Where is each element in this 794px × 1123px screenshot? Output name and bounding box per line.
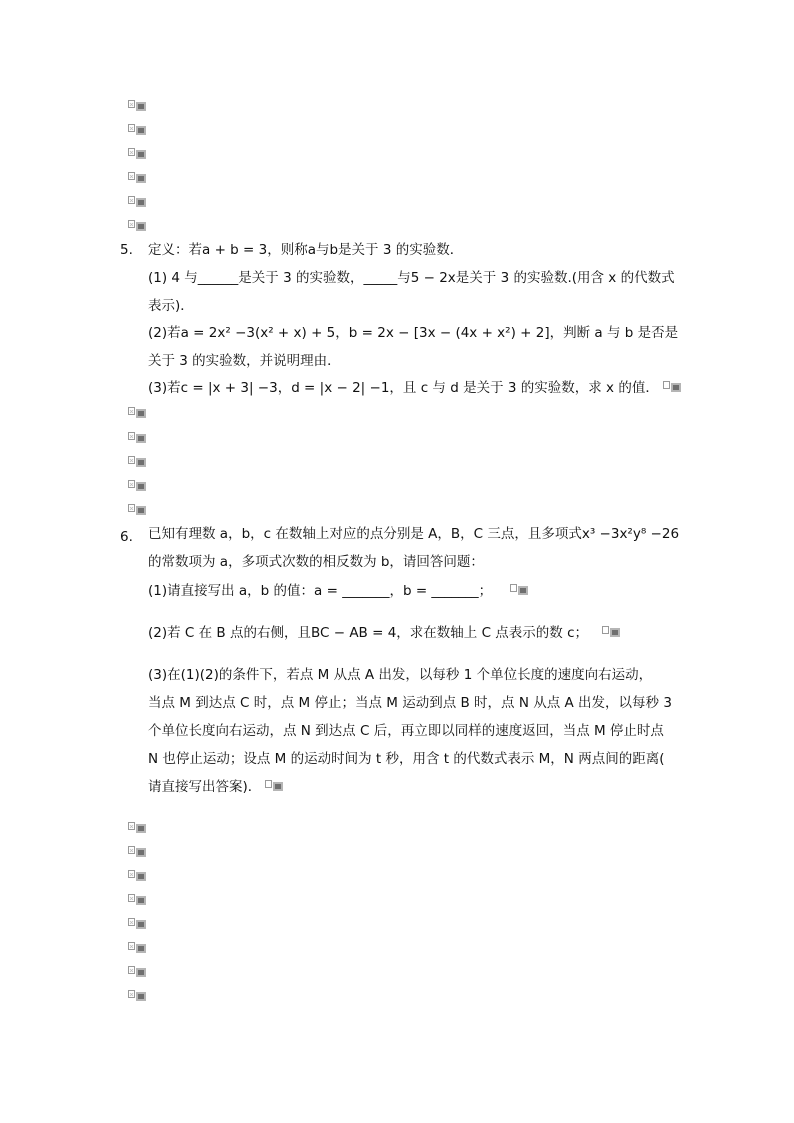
broken-image-icon <box>128 220 148 233</box>
question-part-2-text: (2)若 C 在 B 点的右侧，且BC − AB = 4，求在数轴上 C 点表示的数 c； <box>148 625 589 641</box>
broken-image-icon <box>663 381 683 394</box>
question-part-1-continued: 表示)． <box>148 298 194 314</box>
question-part-3 <box>148 379 683 397</box>
broken-image-icon <box>128 148 148 161</box>
question-part-3-line-5-text: 请直接写出答案)． <box>148 779 262 795</box>
broken-image-icon <box>128 100 148 113</box>
broken-image-icon <box>128 870 148 883</box>
broken-image-icon <box>128 894 148 907</box>
broken-image-icon <box>128 918 148 931</box>
question-part-3-line-5 <box>148 778 285 796</box>
question-part-2 <box>148 624 622 642</box>
question-intro: 定义：若a + b = 3，则称a与b是关于 3 的实验数． <box>148 242 464 258</box>
broken-image-icon <box>128 172 148 185</box>
broken-image-icon <box>128 990 148 1003</box>
question-intro: 已知有理数 a，b，c 在数轴上对应的点分别是 A，B，C 三点，且多项式x³ −3x²y⁸ −26 <box>148 526 680 542</box>
broken-image-icon <box>128 480 148 493</box>
broken-image-icon <box>128 432 148 445</box>
broken-image-icon <box>128 942 148 955</box>
broken-image-icon <box>128 846 148 859</box>
question-part-3-text: (3)若c = |x + 3| −3，d = |x − 2| −1，且 c 与 d 是关于 3 的实验数，求 x 的值． <box>148 380 659 396</box>
question-intro-continued: 的常数项为 a，多项式次数的相反数为 b，请回答问题： <box>148 554 484 570</box>
question-part-3-line-3: 个单位长度向右运动，点 N 到达点 C 后，再立即以同样的速度返回，当点 M 停止时点 <box>148 723 664 739</box>
question-part-2: (2)若a = 2x² −3(x² + x) + 5，b = 2x − [3x − (4x + x²) + 2]，判断 a 与 b 是否是 <box>148 325 679 341</box>
broken-image-icon <box>602 626 622 639</box>
question-number: 5. <box>120 242 133 258</box>
broken-image-icon <box>128 407 148 420</box>
question-part-3: (3)在(1)(2)的条件下，若点 M 从点 A 出发，以每秒 1 个单位长度的速度向右运动， <box>148 667 653 683</box>
question-part-1-text: (1)请直接写出 a，b 的值：a = _______，b = _______； <box>148 583 493 599</box>
question-part-3-line-2: 当点 M 到达点 C 时，点 M 停止；当点 M 运动到点 B 时，点 N 从点 A 出发，以每秒 3 <box>148 695 672 711</box>
broken-image-icon <box>510 584 530 597</box>
question-part-1 <box>148 582 530 600</box>
broken-image-icon <box>128 966 148 979</box>
broken-image-icon <box>128 504 148 517</box>
broken-image-icon <box>128 822 148 835</box>
question-part-2-continued: 关于 3 的实验数，并说明理由． <box>148 353 341 369</box>
question-part-1: (1) 4 与______是关于 3 的实验数，_____与5 − 2x是关于 3 的实验数.(用含 x 的代数式 <box>148 270 675 286</box>
question-part-3-line-4: N 也停止运动；设点 M 的运动时间为 t 秒，用含 t 的代数式表示 M，N 两点间的距离( <box>148 751 665 767</box>
broken-image-icon <box>265 780 285 793</box>
broken-image-icon <box>128 456 148 469</box>
broken-image-icon <box>128 124 148 137</box>
broken-image-icon <box>128 196 148 209</box>
question-number: 6. <box>120 529 133 545</box>
